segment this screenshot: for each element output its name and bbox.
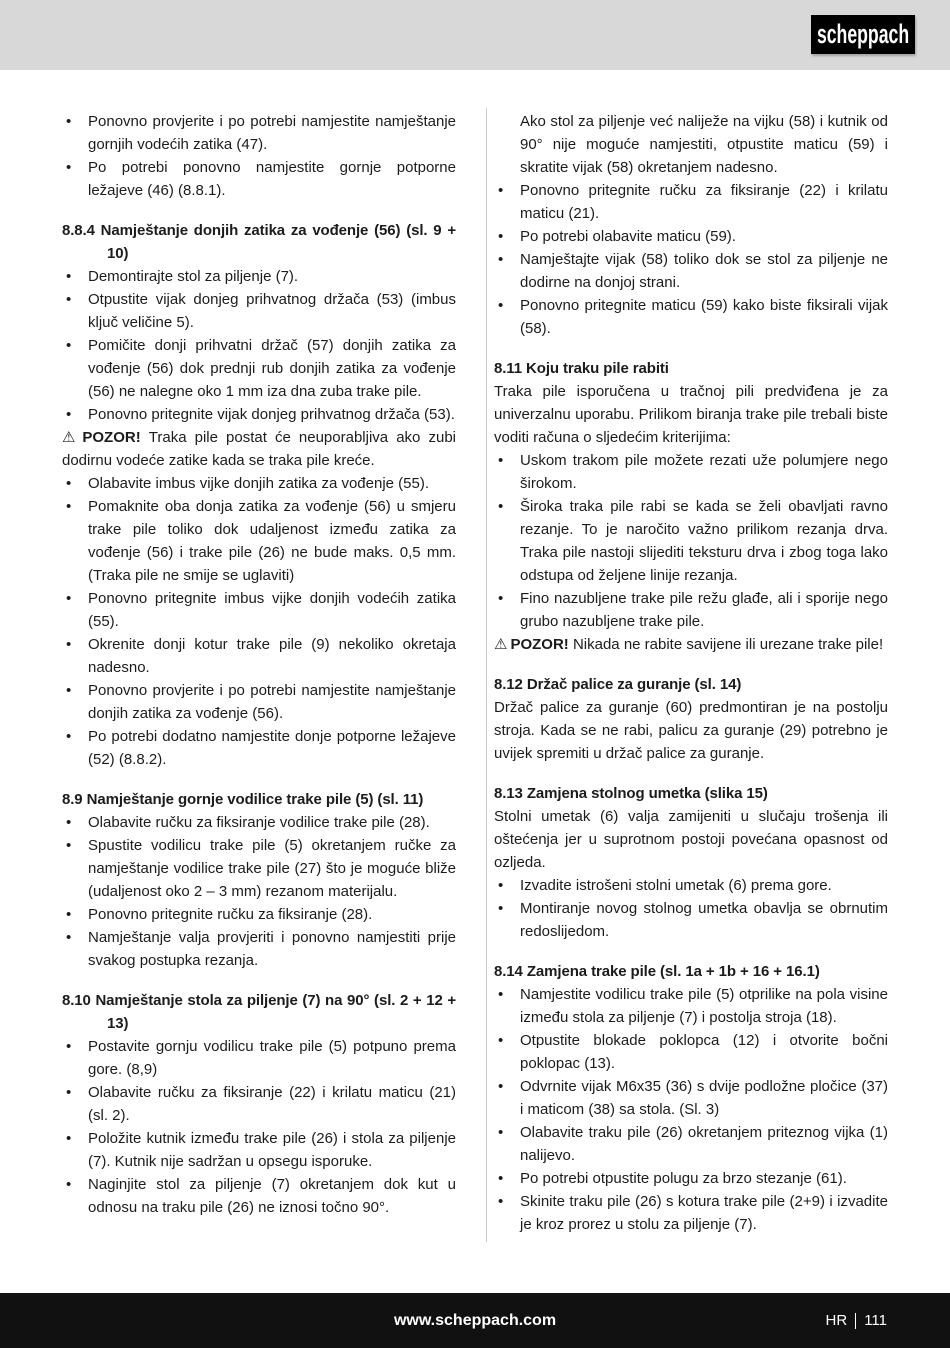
bullet-marker: •	[66, 1084, 72, 1101]
bullet-marker: •	[498, 297, 504, 314]
warning-keyword: POZOR!	[510, 636, 573, 653]
bullet-item: • Ponovno pritegnite imbus vijke donjih vodećih zatika (55).	[62, 587, 456, 633]
paragraph: Traka pile isporučena u tračnoj pili predviđena je za univerzalnu uporabu. Prilikom biranja trake pile trebali biste voditi računa o sljedećim kriterijima:	[494, 383, 888, 446]
bullet-marker: •	[66, 1130, 72, 1147]
bullet-marker: •	[66, 113, 72, 130]
bullet-item: • Široka traka pile rabi se kada se želi obavljati ravno rezanje. To je naročito važno prilikom rezanja drva. Traka pile nastoji slijediti teksturu drva i zbog toga lako odstupa od željene linije rezanja.	[494, 495, 888, 587]
bullet-item: • Otpustite blokade poklopca (12) i otvorite bočni poklopac (13).	[494, 1029, 888, 1075]
bullet-item: • Namještanje valja provjeriti i ponovno namjestiti prije svakog postupka rezanja.	[62, 926, 456, 972]
scheppach-logo	[811, 15, 915, 54]
bullet-item: • Pomaknite oba donja zatika za vođenje (56) u smjeru trake pile toliko dok udaljenost između zatika za vođenje (56) i trake pile (26) ne bude maks. 0,5 mm. (Traka pile ne smije se uglaviti)	[62, 495, 456, 587]
section-heading: 8.13 Zamjena stolnog umetka (slika 15)	[494, 785, 768, 802]
footer-separator	[855, 1313, 856, 1329]
bullet-marker: •	[66, 268, 72, 285]
bullet-marker: •	[66, 814, 72, 831]
bullet-item: • Okrenite donji kotur trake pile (9) nekoliko okretaja nadesno.	[62, 633, 456, 679]
bullet-marker: •	[66, 682, 72, 699]
bullet-marker: •	[498, 1193, 504, 1210]
bullet-item: • Postavite gornju vodilicu trake pile (5) potpuno prema gore. (8,9)	[62, 1035, 456, 1081]
right-column	[494, 110, 888, 1236]
bullet-marker: •	[66, 498, 72, 515]
bullet-marker: •	[66, 1038, 72, 1055]
bullet-marker: •	[498, 986, 504, 1003]
section-heading: 8.14 Zamjena trake pile (sl. 1a + 1b + 16 + 16.1)	[494, 963, 820, 980]
bullet-item: • Olabavite ručku za fiksiranje vodilice trake pile (28).	[62, 811, 456, 834]
website-url: www.scheppach.com	[393, 1311, 557, 1329]
bullet-item: • Izvadite istrošeni stolni umetak (6) prema gore.	[494, 874, 888, 897]
bullet-item: • Naginjite stol za piljenje (7) okretanjem dok kut u odnosu na traku pile (26) ne iznosi točno 90°.	[62, 1173, 456, 1219]
bullet-marker: •	[498, 900, 504, 917]
bullet-item: • Ponovno provjerite i po potrebi namjestite namještanje donjih zatika za vođenje (56).	[62, 679, 456, 725]
scheppach-logo-text: scheppach	[816, 18, 910, 49]
bullet-marker: •	[498, 1170, 504, 1187]
warning-triangle-icon: ⚠	[494, 636, 508, 653]
bullet-item: • Spustite vodilicu trake pile (5) okretanjem ručke za namještanje vodilice trake pile (27) što je moguće bliže (udaljenost oko 2 – 3 mm) rezanom materijalu.	[62, 834, 456, 903]
bullet-marker: •	[66, 728, 72, 745]
section-heading: 8.11 Koju traku pile rabiti	[494, 360, 669, 377]
warning-note: ⚠ POZOR! Nikada ne rabite savijene ili urezane trake pile!	[494, 636, 884, 653]
bullet-marker: •	[498, 1124, 504, 1141]
section-heading: 8.8.4 Namještanje donjih zatika za vođenje (56) (sl. 9 + 10)	[62, 222, 456, 262]
section-heading: 8.9 Namještanje gornje vodilice trake pile (5) (sl. 11)	[62, 791, 424, 808]
bullet-marker: •	[498, 182, 504, 199]
paragraph: Stolni umetak (6) valja zamijeniti u slučaju trošenja ili oštećenja jer u suprotnom postoji povećana opasnost od ozljeda.	[494, 808, 888, 871]
warning-triangle-icon: ⚠	[62, 429, 80, 446]
bullet-marker: •	[66, 337, 72, 354]
bullet-item: • Uskom trakom pile možete rezati uže polumjere nego širokom.	[494, 449, 888, 495]
bullet-item: • Odvrnite vijak M6x35 (36) s dvije podložne pločice (37) i maticom (38) sa stola. (Sl. 3)	[494, 1075, 888, 1121]
bullet-item: • Po potrebi otpustite polugu za brzo stezanje (61).	[494, 1167, 888, 1190]
bullet-item: • Ponovno provjerite i po potrebi namjestite namještanje gornjih vodećih zatika (47).	[62, 110, 456, 156]
warning-keyword: POZOR!	[82, 429, 149, 446]
footer-bar	[0, 1293, 950, 1348]
bullet-marker: •	[498, 590, 504, 607]
bullet-marker: •	[498, 877, 504, 894]
page-header	[0, 0, 950, 70]
warning-note: ⚠ POZOR! Traka pile postat će neuporabljiva ako zubi dodirnu vodeće zatike kada se traka pile kreće.	[62, 429, 456, 469]
bullet-item: • Ponovno pritegnite ručku za fiksiranje (28).	[62, 903, 456, 926]
bullet-item: • Pomičite donji prihvatni držač (57) donjih zatika za vođenje (56) dok prednji rub donjih zatika za vođenje (56) ne nalegne oko 1 mm iza dna zuba trake pile.	[62, 334, 456, 403]
bullet-marker: •	[66, 475, 72, 492]
bullet-marker: •	[66, 636, 72, 653]
bullet-item: • Po potrebi olabavite maticu (59).	[494, 225, 888, 248]
bullet-marker: •	[498, 498, 504, 515]
bullet-marker: •	[66, 906, 72, 923]
bullet-marker: •	[66, 1176, 72, 1193]
bullet-item: • Ponovno pritegnite vijak donjeg prihvatnog držača (53).	[62, 403, 456, 426]
column-divider	[486, 108, 487, 1242]
section-heading: 8.12 Držač palice za guranje (sl. 14)	[494, 676, 742, 693]
bullet-item: • Ponovno pritegnite maticu (59) kako biste fiksirali vijak (58).	[494, 294, 888, 340]
bullet-marker: •	[66, 590, 72, 607]
bullet-item: • Montiranje novog stolnog umetka obavlja se obrnutim redoslijedom.	[494, 897, 888, 943]
bullet-marker: •	[66, 929, 72, 946]
footer-page-info	[826, 1293, 887, 1348]
bullet-item: • Olabavite ručku za fiksiranje (22) i krilatu maticu (21) (sl. 2).	[62, 1081, 456, 1127]
bullet-item: • Demontirajte stol za piljenje (7).	[62, 265, 456, 288]
bullet-marker: •	[66, 406, 72, 423]
bullet-item: • Skinite traku pile (26) s kotura trake pile (2+9) i izvadite je kroz prorez u stolu za piljenje (7).	[494, 1190, 888, 1236]
bullet-marker: •	[66, 837, 72, 854]
bullet-marker: •	[66, 159, 72, 176]
bullet-marker: •	[498, 228, 504, 245]
left-column	[62, 110, 456, 1236]
section-heading: 8.10 Namještanje stola za piljenje (7) na 90° (sl. 2 + 12 + 13)	[62, 992, 456, 1032]
language-code: HR	[825, 1312, 848, 1329]
bullet-item: • Otpustite vijak donjeg prihvatnog držača (53) (imbus ključ veličine 5).	[62, 288, 456, 334]
bullet-item: • Ponovno pritegnite ručku za fiksiranje (22) i krilatu maticu (21).	[494, 179, 888, 225]
manual-page-content	[62, 110, 888, 1236]
bullet-item: • Po potrebi dodatno namjestite donje potporne ležajeve (52) (8.8.2).	[62, 725, 456, 771]
bullet-item: • Namještajte vijak (58) toliko dok se stol za piljenje ne dodirne na donjoj strani.	[494, 248, 888, 294]
bullet-item: • Po potrebi ponovno namjestite gornje potporne ležajeve (46) (8.8.1).	[62, 156, 456, 202]
bullet-item: • Položite kutnik između trake pile (26) i stola za piljenje (7). Kutnik nije sadržan u opsegu isporuke.	[62, 1127, 456, 1173]
bullet-item: • Fino nazubljene trake pile režu glađe, ali i sporije nego grubo nazubljene trake pile.	[494, 587, 888, 633]
bullet-item: • Namjestite vodilicu trake pile (5) otprilike na pola visine između stola za piljenje (7) i postolja stroja (18).	[494, 983, 888, 1029]
bullet-item: • Olabavite traku pile (26) okretanjem priteznog vijka (1) nalijevo.	[494, 1121, 888, 1167]
bullet-item: • Olabavite imbus vijke donjih zatika za vođenje (55).	[62, 472, 456, 495]
bullet-marker: •	[498, 1078, 504, 1095]
page-number: 111	[864, 1312, 887, 1329]
bullet-marker: •	[66, 291, 72, 308]
paragraph: Ako stol za piljenje već naliježe na vijku (58) i kutnik od 90° nije moguće namjestiti, otpustite maticu (59) i skratite vijak (58) okretanjem nadesno.	[520, 113, 888, 176]
bullet-marker: •	[498, 1032, 504, 1049]
bullet-marker: •	[498, 452, 504, 469]
bullet-marker: •	[498, 251, 504, 268]
paragraph: Držač palice za guranje (60) predmontiran je na postolju stroja. Kada se ne rabi, palicu za guranje (29) potrebno je uvijek spremiti u držač palice za guranje.	[494, 699, 888, 762]
